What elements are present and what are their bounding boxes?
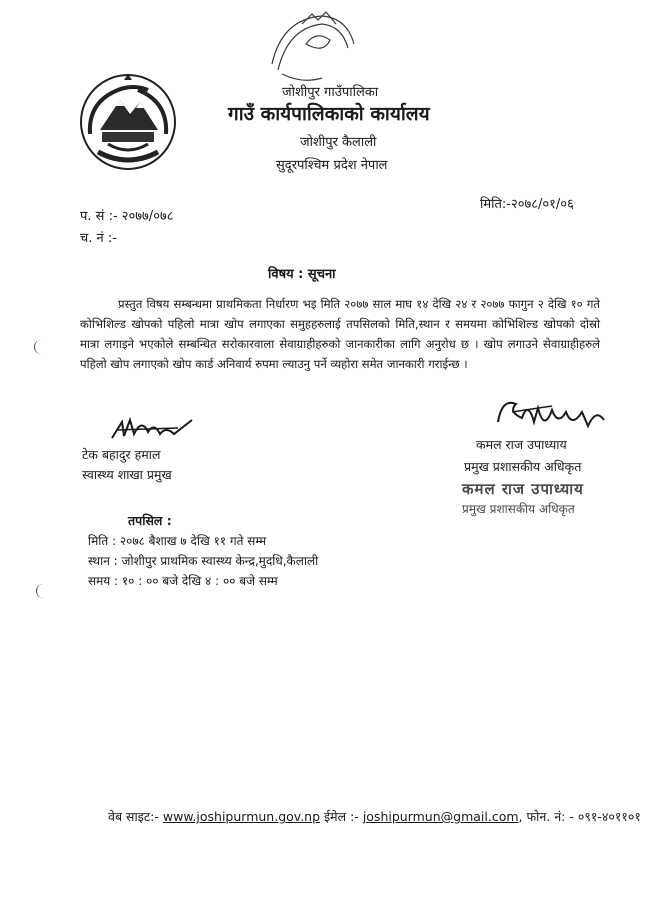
left-signatory-name: टेक बहादुर हमाल bbox=[82, 447, 161, 462]
details-time: समय : १० : ०० बजे देखि ४ : ०० बजे सम्म bbox=[88, 574, 278, 588]
footer-contact bbox=[108, 808, 641, 825]
nepal-emblem-icon bbox=[78, 72, 178, 172]
website-label: वेब साइट:- bbox=[108, 809, 159, 824]
office-stamp-icon bbox=[262, 4, 362, 94]
letter-body: प्रस्तुत विषय सम्बन्धमा प्राथमिकता निर्धारण भइ मिति २०७७ साल माघ १४ देखि २४ र २०७७ फागुन २ देखि १० गते कोभिशिल्ड खोपको पहिलो मात्रा खोप लगाएका समुहहरुलाई तपसिलको मिति,स्थान र समयमा कोभिशिल्ड खोपको दोस्रो मात्रा लगाइने भएकोले सम्बन्धित सरोकारवाला सेवाग्राहीहरुको जानकारीका लागि अनुरोध छ । खोप लगाउने सेवाग्राहीहरुले पहिलो खोप लगाएको खोप कार्ड अनिवार्य रुपमा ल्याउनु पर्ने व्यहोरा समेत जानकारी गराईन्छ । bbox=[80, 297, 600, 371]
name-stamp: कमल राज उपाध्याय bbox=[462, 480, 584, 498]
right-signatory-title: प्रमुख प्रशासकीय अधिकृत bbox=[464, 459, 582, 474]
margin-mark bbox=[36, 584, 49, 598]
dispatch-number: च. नं :- bbox=[80, 231, 117, 246]
letter-subject: विषय : सूचना bbox=[268, 267, 336, 282]
office-address: जोशीपुर कैलाली bbox=[300, 135, 377, 150]
letter-date: मिति:-२०७८/०१/०६ bbox=[480, 197, 574, 212]
email-link[interactable]: joshipurmun@gmail.com bbox=[362, 809, 519, 824]
details-place: स्थान : जोशीपुर प्राथमिक स्वास्थ्य केन्द्र,मुदधि,कैलाली bbox=[88, 554, 319, 568]
right-signatory-name: कमल राज उपाध्याय bbox=[476, 437, 567, 452]
email-label: ईमेल :- bbox=[324, 809, 359, 824]
municipality-name: जोशीपुर गाउँपालिका bbox=[282, 85, 379, 100]
details-heading: तपसिल : bbox=[128, 513, 172, 528]
signature-icon bbox=[492, 392, 612, 440]
reference-number: प. सं :- २०७७/०७८ bbox=[80, 209, 174, 224]
office-name: गाउँ कार्यपालिकाको कार्यालय bbox=[228, 103, 430, 125]
left-signatory-title: स्वास्थ्य शाखा प्रमुख bbox=[82, 467, 172, 482]
office-province: सुदूरपश्चिम प्रदेश नेपाल bbox=[276, 158, 388, 173]
phone-label: , फोन. नं: - bbox=[518, 809, 574, 824]
details-date: मिति : २०७८ बैशाख ७ देखि ११ गते सम्म bbox=[88, 534, 267, 548]
website-link[interactable]: www.joshipurmun.gov.np bbox=[162, 809, 321, 824]
signature-icon bbox=[108, 412, 198, 448]
phone-number: ०९१-४०११०१ bbox=[577, 809, 641, 824]
title-stamp: प्रमुख प्रशासकीय अधिकृत bbox=[462, 502, 575, 516]
margin-mark bbox=[34, 340, 47, 354]
